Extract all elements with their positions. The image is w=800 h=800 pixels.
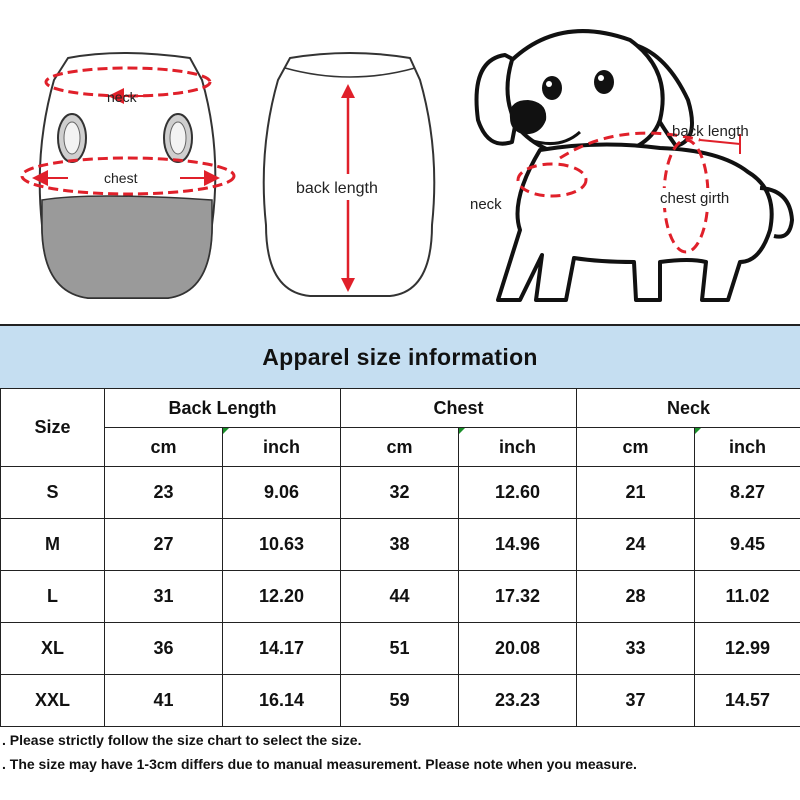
table-row [1,467,800,519]
value-cell: 23 [105,467,223,519]
back-length-group-header: Back Length [105,389,341,428]
unit-header: inch [223,428,341,467]
value-cell: 21 [577,467,695,519]
value-cell: 11.02 [695,571,800,623]
value-cell: 59 [341,675,459,727]
table-row [1,519,800,571]
size-column-header: Size [1,389,105,467]
note-line: . The size may have 1-3cm differs due to manual measurement. Please note when you measure. [2,756,637,772]
value-cell: 28 [577,571,695,623]
value-cell: 38 [341,519,459,571]
back-length-label: back length [296,180,378,197]
value-cell: 10.63 [223,519,341,571]
table-row [1,675,800,727]
value-cell: 32 [341,467,459,519]
back-vest-diagram [264,53,435,296]
size-cell: S [1,467,105,519]
size-cell: XL [1,623,105,675]
value-cell: 16.14 [223,675,341,727]
table-header-row [1,389,800,428]
value-cell: 14.17 [223,623,341,675]
value-cell: 12.99 [695,623,800,675]
table-row [1,623,800,675]
front-vest-diagram [22,53,234,298]
value-cell: 33 [577,623,695,675]
value-cell: 12.60 [459,467,577,519]
size-cell: XXL [1,675,105,727]
value-cell: 20.08 [459,623,577,675]
front-chest-label: chest [104,170,138,186]
unit-header: cm [577,428,695,467]
value-cell: 9.45 [695,519,800,571]
dog-neck-label: neck [470,196,502,213]
table-unit-row [1,428,800,467]
unit-header: inch [459,428,577,467]
size-chart [0,324,800,727]
value-cell: 27 [105,519,223,571]
value-cell: 36 [105,623,223,675]
unit-header: cm [105,428,223,467]
value-cell: 9.06 [223,467,341,519]
measurement-illustrations [0,0,800,322]
size-notes [0,728,800,776]
size-cell: M [1,519,105,571]
value-cell: 31 [105,571,223,623]
note-line: . Please strictly follow the size chart to select the size. [2,732,362,748]
value-cell: 17.32 [459,571,577,623]
dog-chest-girth-label: chest girth [660,190,730,207]
value-cell: 24 [577,519,695,571]
value-cell: 44 [341,571,459,623]
value-cell: 51 [341,623,459,675]
value-cell: 14.96 [459,519,577,571]
value-cell: 12.20 [223,571,341,623]
size-table [0,388,800,727]
size-cell: L [1,571,105,623]
value-cell: 8.27 [695,467,800,519]
unit-header: inch [695,428,800,467]
table-title: Apparel size information [0,324,800,388]
front-neck-label: neck [107,89,137,105]
unit-header: cm [341,428,459,467]
dog-back-length-label: back length [672,123,749,140]
dog-diagram [477,31,792,300]
value-cell: 23.23 [459,675,577,727]
chest-group-header: Chest [341,389,577,428]
neck-group-header: Neck [577,389,800,428]
value-cell: 41 [105,675,223,727]
value-cell: 37 [577,675,695,727]
value-cell: 14.57 [695,675,800,727]
table-row [1,571,800,623]
